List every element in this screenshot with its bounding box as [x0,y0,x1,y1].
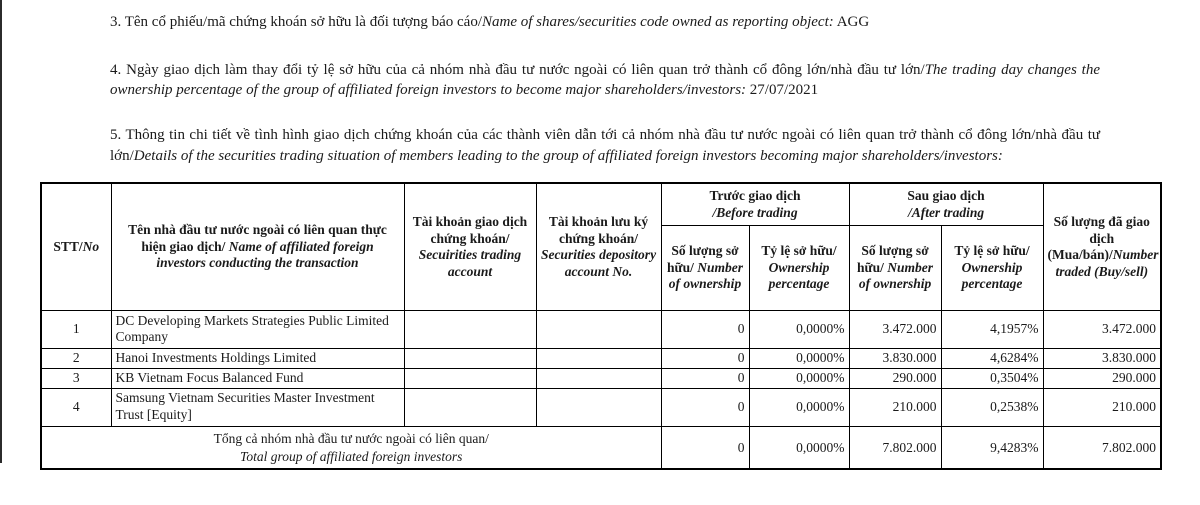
after-percentage-cell: 0,3504% [941,368,1043,388]
header-after-trading-group: Sau giao dịch /After trading [849,183,1043,225]
before-quantity-cell: 0 [661,388,749,426]
disclosure-table [40,182,1162,470]
depository-account-cell [536,310,661,348]
paragraph-trading-day [110,60,1100,101]
before-percentage-cell: 0,0000% [749,388,849,426]
total-before-percentage-cell: 0,0000% [749,426,849,469]
header-before-trading-group: Trước giao dịch /Before trading [661,183,849,225]
header-after-quantity: Số lượng sở hữu/ Number of ownership [849,225,941,310]
before-quantity-cell: 0 [661,368,749,388]
header-after-percentage: Tỷ lệ sở hữu/ Ownership percentage [941,225,1043,310]
trading-account-cell [404,348,536,368]
header-no: STT/No [41,183,111,310]
after-quantity-cell: 290.000 [849,368,941,388]
paragraph-securities-code [110,12,1100,33]
after-percentage-cell: 4,6284% [941,348,1043,368]
header-number-traded: Số lượng đã giao dịch (Mua/bán)/Number traded (Buy/sell) [1043,183,1161,310]
paragraph-details-intro [110,125,1100,166]
securities-code-value: AGG [836,14,870,30]
total-after-percentage-cell: 9,4283% [941,426,1043,469]
investor-name: DC Developing Markets Strategies Public Limited Company [111,310,404,348]
paragraph-3-vietnamese: 3. Tên cổ phiếu/mã chứng khoán sở hữu là đối tượng báo cáo/ [110,14,482,30]
total-number-traded-cell: 7.802.000 [1043,426,1161,469]
table-row [41,348,1161,368]
after-quantity-cell: 3.830.000 [849,348,941,368]
total-before-quantity-cell: 0 [661,426,749,469]
after-quantity-cell: 3.472.000 [849,310,941,348]
header-before-percentage: Tỷ lệ sở hữu/ Ownership percentage [749,225,849,310]
scan-edge-artifact [0,0,2,463]
number-traded-cell: 3.472.000 [1043,310,1161,348]
after-quantity-cell: 210.000 [849,388,941,426]
paragraph-3-english: Name of shares/securities code owned as reporting object: [481,14,834,30]
paragraph-4-vietnamese: 4. Ngày giao dịch làm thay đổi tỷ lệ sở hữu của cả nhóm nhà đầu tư nước ngoài có liên quan trở thành cổ đông lớn/nhà đầu tư lớn/ [110,61,925,78]
number-traded-cell: 3.830.000 [1043,348,1161,368]
before-quantity-cell: 0 [661,310,749,348]
total-label [41,426,661,469]
before-quantity-cell: 0 [661,348,749,368]
row-number: 4 [41,388,111,426]
before-percentage-cell: 0,0000% [749,310,849,348]
table-row [41,388,1161,426]
header-investor-name: Tên nhà đầu tư nước ngoài có liên quan thực hiện giao dịch/ Name of affiliated foreign investors conducting the transaction [111,183,404,310]
row-number: 3 [41,368,111,388]
table-total-row [41,426,1161,469]
table-row [41,310,1161,348]
paragraph-4-english: The trading day changes the ownership percentage of the group of affiliated foreign investors to become major shareholders/investors: [110,61,1101,99]
depository-account-cell [536,348,661,368]
header-before-quantity: Số lượng sở hữu/ Number of ownership [661,225,749,310]
row-number: 1 [41,310,111,348]
before-percentage-cell: 0,0000% [749,348,849,368]
number-traded-cell: 210.000 [1043,388,1161,426]
depository-account-cell [536,388,661,426]
table-row [41,368,1161,388]
total-after-quantity-cell: 7.802.000 [849,426,941,469]
trading-account-cell [404,310,536,348]
total-label-vietnamese: Tổng cả nhóm nhà đầu tư nước ngoài có liên quan/ [213,431,489,447]
after-percentage-cell: 0,2538% [941,388,1043,426]
trading-account-cell [404,388,536,426]
paragraph-5-vietnamese: 5. Thông tin chi tiết về tình hình giao dịch chứng khoán của các thành viên dẫn tới cả nhóm nhà đầu tư nước ngoài có liên quan trở thành cổ đông lớn/nhà đầu tư lớn/ [110,127,1100,164]
paragraph-5-english: Details of the securities trading situation of members leading to the group of affiliated foreign investors becoming major shareholders/investors: [133,147,1003,164]
trading-account-cell [404,368,536,388]
after-percentage-cell: 4,1957% [941,310,1043,348]
row-number: 2 [41,348,111,368]
trading-day-value: 27/07/2021 [749,82,819,99]
investor-name: Hanoi Investments Holdings Limited [111,348,404,368]
total-label-english: Total group of affiliated foreign investors [240,448,463,464]
before-percentage-cell: 0,0000% [749,368,849,388]
investor-name: KB Vietnam Focus Balanced Fund [111,368,404,388]
investor-name: Samsung Vietnam Securities Master Investment Trust [Equity] [111,388,404,426]
number-traded-cell: 290.000 [1043,368,1161,388]
depository-account-cell [536,368,661,388]
header-trading-account: Tài khoản giao dịch chứng khoán/ Secuirities trading account [404,183,536,310]
header-depository-account: Tài khoản lưu ký chứng khoán/ Securities depository account No. [536,183,661,310]
